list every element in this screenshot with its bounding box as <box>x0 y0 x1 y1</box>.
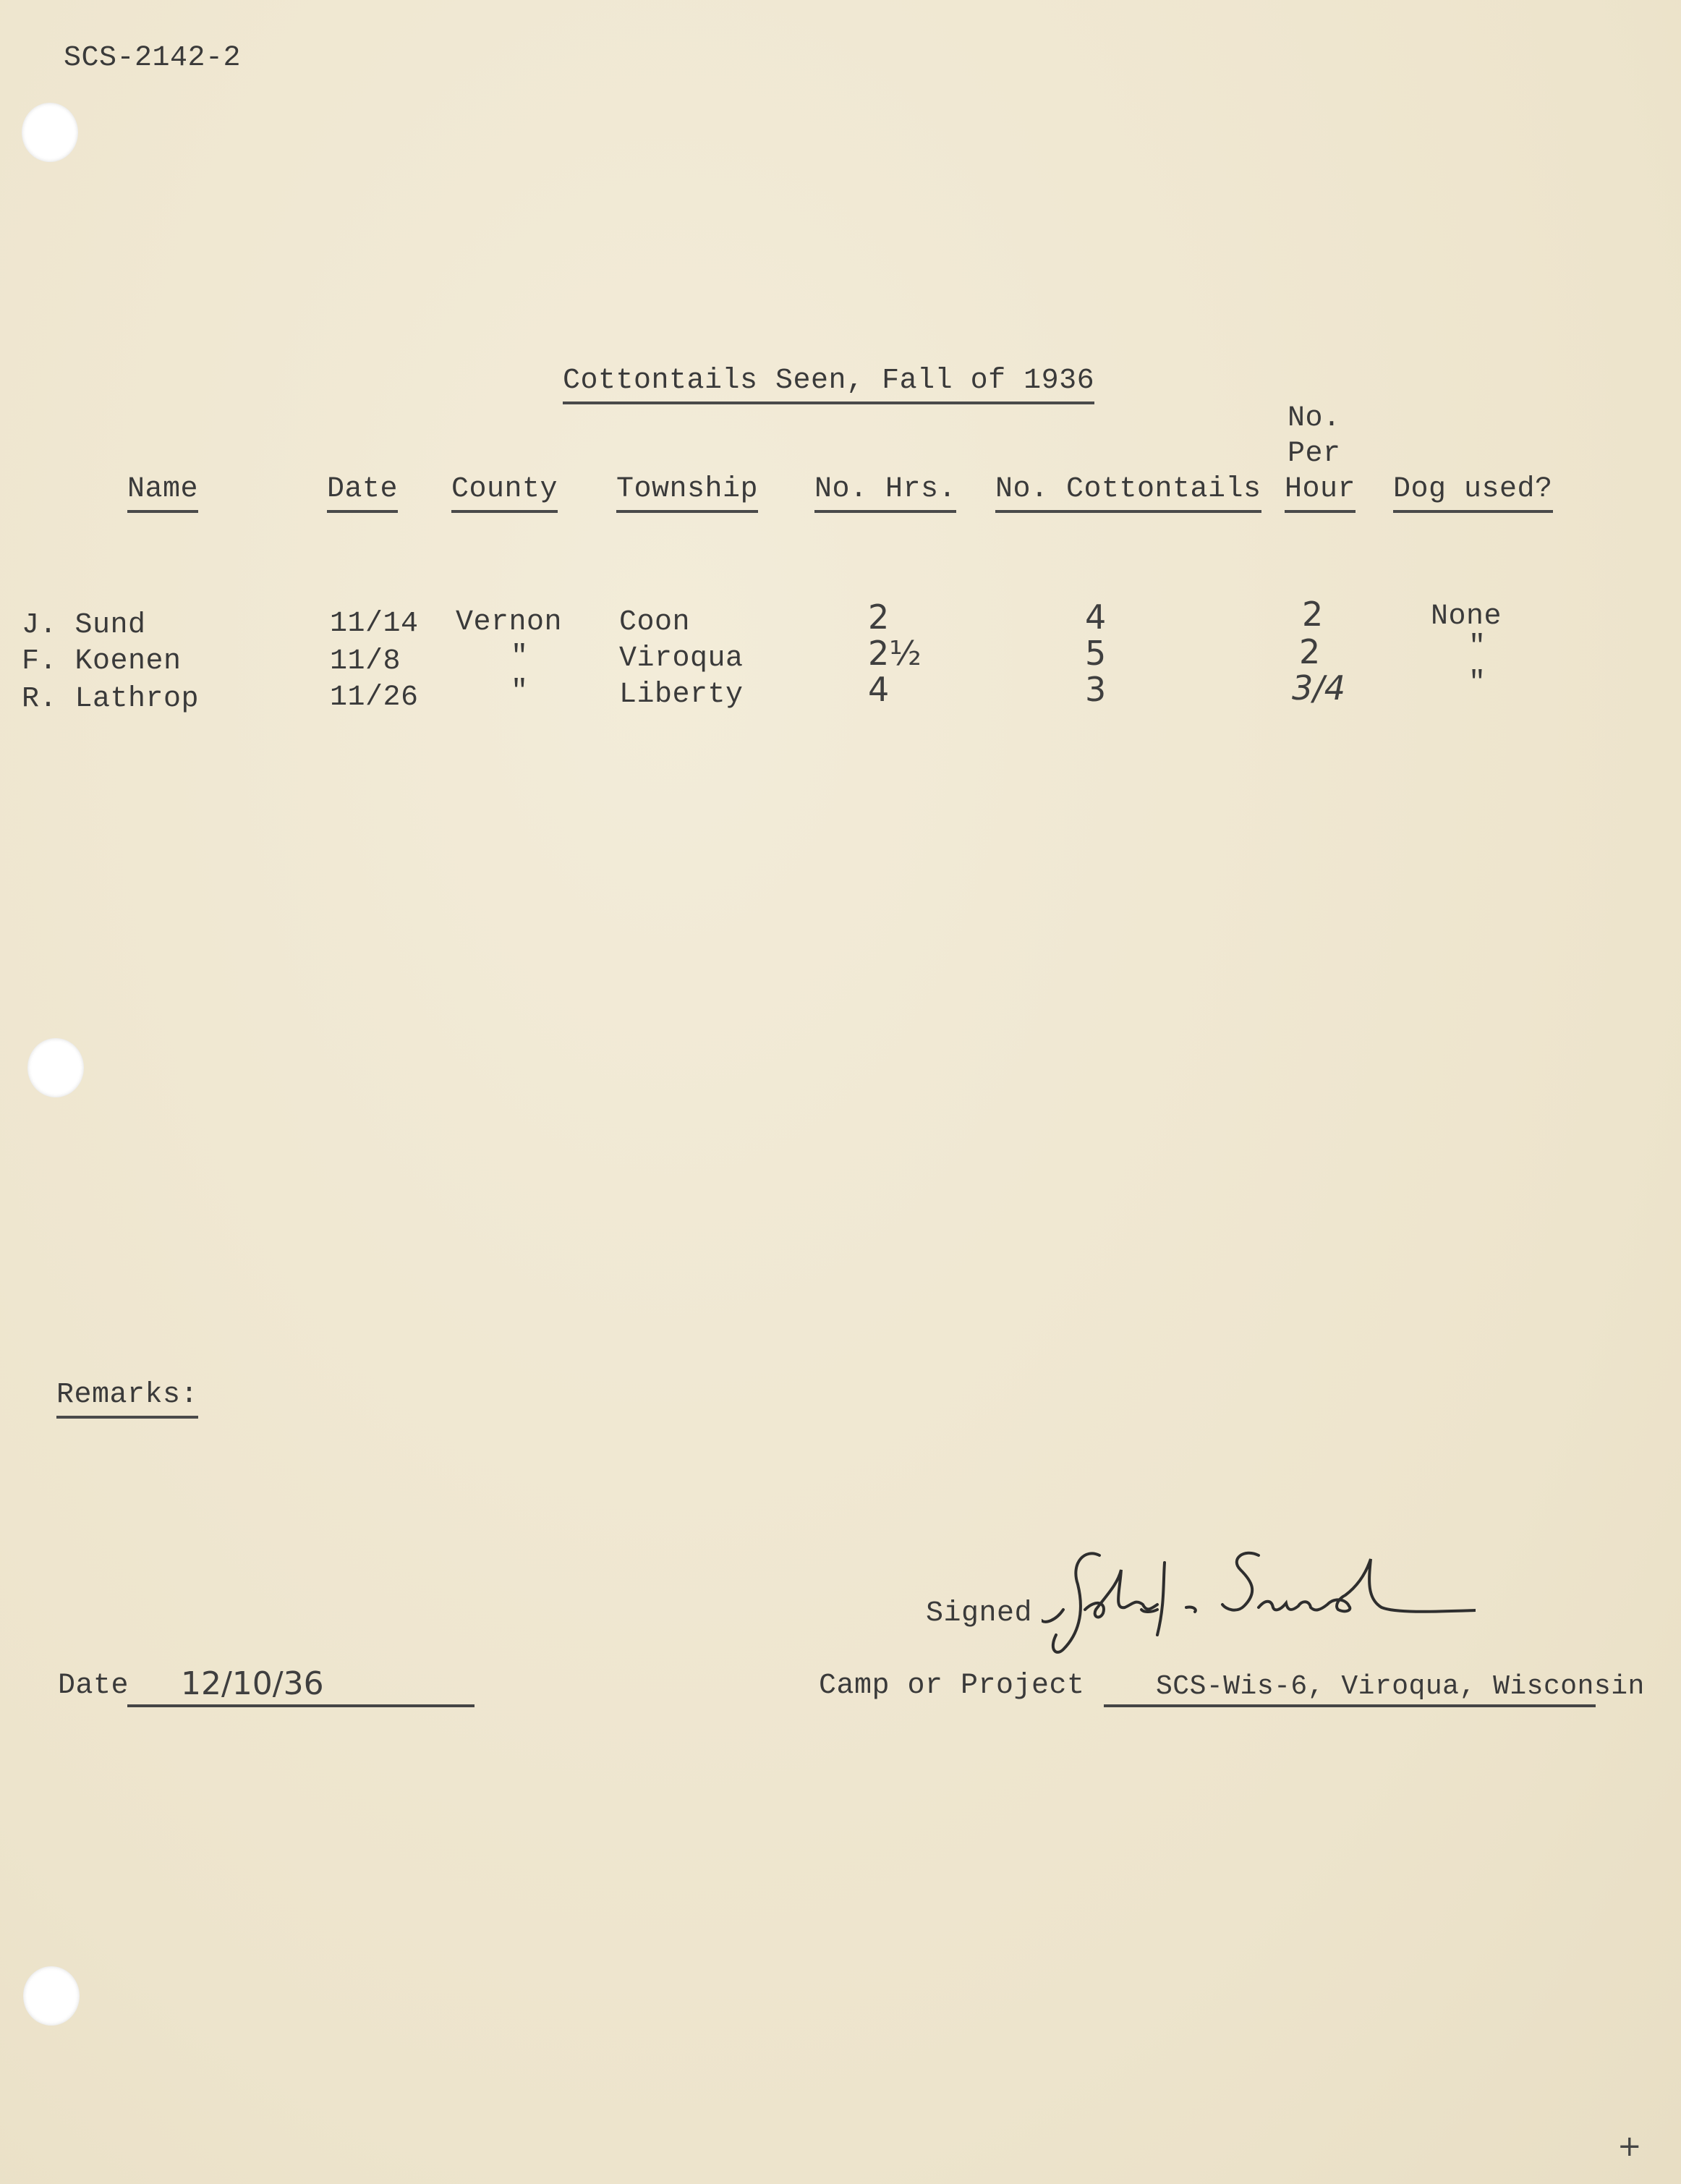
cell-hours: 2½ <box>868 634 922 673</box>
header-per-hour-line2: Per <box>1288 438 1341 470</box>
cell-cottontails: 3 <box>1085 670 1107 709</box>
cell-county: Vernon <box>456 606 563 639</box>
cell-cottontails: 4 <box>1085 598 1107 637</box>
cell-name: F. Koenen <box>22 645 182 678</box>
cell-dog-used: " <box>1468 631 1486 663</box>
header-name: Name <box>127 473 198 513</box>
header-cottontails: No. Cottontails <box>995 473 1261 513</box>
punch-hole-top <box>22 103 78 162</box>
punch-hole-bottom <box>23 1966 80 2026</box>
cell-date: 11/26 <box>330 681 419 714</box>
remarks-label: Remarks: <box>56 1379 198 1419</box>
signature <box>1042 1541 1476 1671</box>
header-per-hour-line3: Hour <box>1285 473 1356 513</box>
cell-date: 11/14 <box>330 608 419 640</box>
cell-cottontails: 5 <box>1085 634 1107 673</box>
corner-mark: + <box>1617 2130 1642 2163</box>
header-county: County <box>451 473 558 513</box>
header-date: Date <box>327 473 398 513</box>
cell-date: 11/8 <box>330 645 401 678</box>
camp-label: Camp or Project <box>819 1670 1085 1702</box>
document-code: SCS-2142-2 <box>64 42 242 75</box>
cell-dog-used: None <box>1431 600 1502 633</box>
cell-township: Liberty <box>619 679 744 711</box>
camp-value: SCS-Wis-6, Viroqua, Wisconsin <box>1156 1671 1645 1702</box>
cell-name: R. Lathrop <box>22 683 200 715</box>
cell-hours: 2 <box>868 598 890 637</box>
page-title: Cottontails Seen, Fall of 1936 <box>563 365 1094 404</box>
header-hours: No. Hrs. <box>814 473 956 513</box>
cell-per-hour: 2 <box>1302 595 1324 634</box>
cell-per-hour: 3/4 <box>1292 668 1346 708</box>
cell-township: Viroqua <box>619 642 744 675</box>
cell-per-hour: 2 <box>1299 632 1321 671</box>
header-per-hour-line1: No. <box>1288 402 1341 435</box>
cell-dog-used: " <box>1468 667 1486 700</box>
date-underline <box>127 1704 474 1707</box>
signed-label: Signed <box>926 1597 1033 1630</box>
cell-hours: 4 <box>868 670 890 709</box>
cell-county: " <box>511 641 529 674</box>
header-township: Township <box>616 473 758 513</box>
cell-name: J. Sund <box>22 609 146 642</box>
date-value: 12/10/36 <box>181 1665 324 1702</box>
cell-county: " <box>511 676 529 708</box>
camp-underline <box>1104 1704 1596 1707</box>
header-dog-used: Dog used? <box>1393 473 1553 513</box>
date-label: Date <box>58 1670 129 1702</box>
cell-township: Coon <box>619 606 691 639</box>
punch-hole-middle <box>27 1038 84 1097</box>
